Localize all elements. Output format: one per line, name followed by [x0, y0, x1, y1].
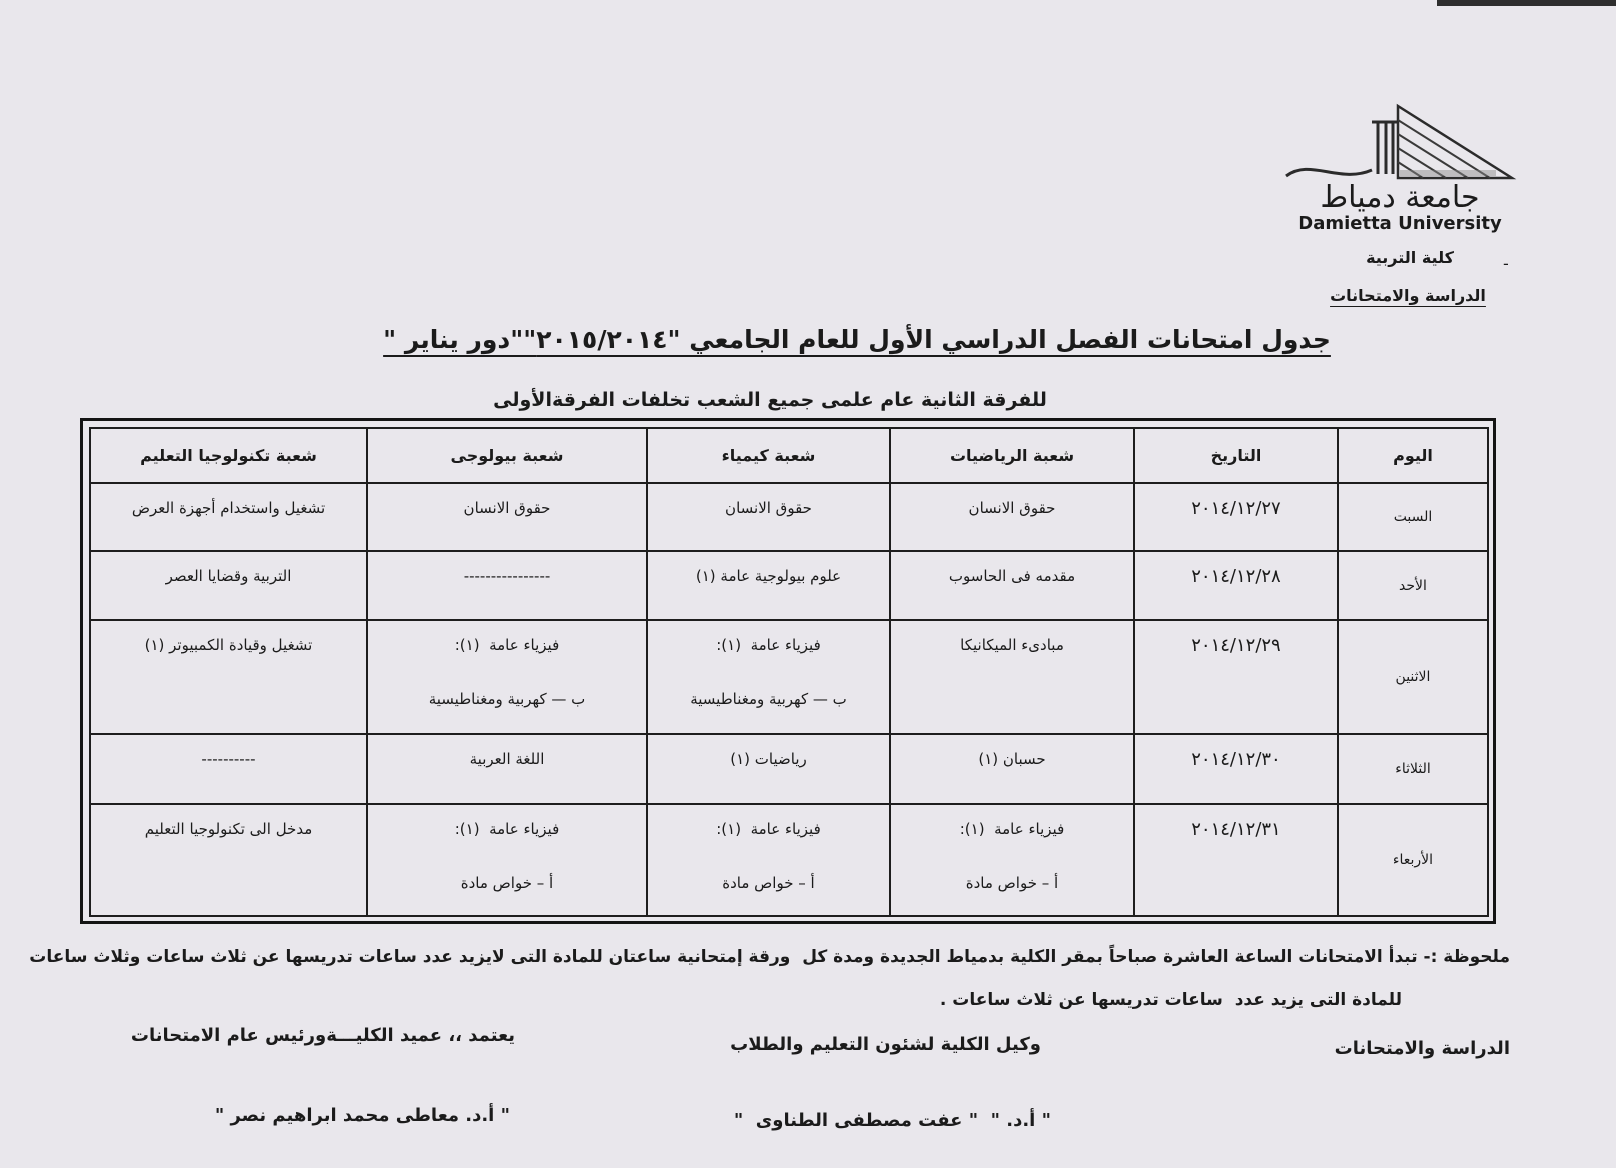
technology-subject: ----------	[201, 750, 256, 768]
chemistry-subject: علوم بيولوجية عامة (١)	[695, 567, 842, 585]
biology-cell	[367, 734, 647, 804]
column-header-chemistry: شعبة كيمياء	[647, 428, 890, 483]
chemistry-subject-part: أ – خواص مادة	[722, 874, 815, 892]
table-header-row	[90, 428, 1488, 483]
schedule-table-frame	[80, 418, 1496, 924]
table-row	[90, 804, 1488, 916]
day-cell	[1338, 551, 1488, 620]
date-label: ٢٠١٤/١٢/٢٩	[1191, 635, 1281, 656]
day-label: الأحد	[1399, 577, 1427, 594]
math-subject: مبادىء الميكانيكا	[960, 636, 1064, 654]
column-header-date: التاريخ	[1134, 428, 1338, 483]
table-row	[90, 483, 1488, 551]
technology-cell	[90, 804, 367, 916]
note-line-2: للمادة التى يزيد عدد ساعات تدريسها عن ثلاث ساعات .	[939, 990, 1402, 1010]
chemistry-cell	[647, 551, 890, 620]
faculty-name: كلية التربية	[1366, 248, 1454, 267]
column-header-technology: شعبة تكنولوجيا التعليم	[90, 428, 367, 483]
day-label: السبت	[1393, 509, 1433, 525]
day-label: الأربعاء	[1392, 852, 1434, 868]
biology-subject: ----------------	[463, 567, 551, 585]
math-subject: حسبان (١)	[978, 750, 1046, 768]
technology-cell	[90, 483, 367, 551]
biology-subject: حقوق الانسان	[463, 499, 551, 517]
math-subject: فيزياء عامة (١):	[959, 820, 1065, 838]
chemistry-cell	[647, 734, 890, 804]
pyramid-logo-icon	[1280, 100, 1520, 184]
signature-vice-dean-name: " أ.د. " " عفت مصطفى الطناوى "	[733, 1110, 1051, 1131]
table-row	[90, 551, 1488, 620]
date-label: ٢٠١٤/١٢/٢٨	[1191, 566, 1281, 587]
chemistry-subject: فيزياء عامة (١):	[716, 636, 821, 654]
page-title: جدول امتحانات الفصل الدراسي الأول للعام الجامعي "٢٠١٥/٢٠١٤""دور يناير "	[383, 325, 1331, 354]
biology-cell	[367, 804, 647, 916]
page-subtitle: للفرقة الثانية عام علمى جميع الشعب تخلفات الفرقةالأولى	[493, 389, 1047, 411]
chemistry-subject: فيزياء عامة (١):	[716, 820, 821, 838]
signature-vice-dean-title: وكيل الكلية لشئون التعليم والطلاب	[730, 1034, 1041, 1055]
biology-cell	[367, 551, 647, 620]
biology-subject: فيزياء عامة (١):	[454, 820, 560, 838]
biology-subject: فيزياء عامة (١):	[454, 636, 560, 654]
technology-subject: تشغيل واستخدام أجهزة العرض	[131, 499, 326, 517]
math-subject: حقوق الانسان	[968, 499, 1056, 517]
day-cell	[1338, 620, 1488, 734]
day-label: الثلاثاء	[1395, 761, 1431, 777]
date-cell	[1134, 734, 1338, 804]
table-row	[90, 620, 1488, 734]
signature-studies-exams: الدراسة والامتحانات	[1334, 1038, 1510, 1059]
chemistry-cell	[647, 620, 890, 734]
university-logo	[1280, 100, 1520, 240]
note-line-1: ملحوظة :- تبدأ الامتحانات الساعة العاشرة صباحاً بمقر الكلية بدمياط الجديدة ومدة كل ورقة إمتحانية ساعتان للمادة التى لايزيد عدد ساعات تدريسها عن ثلاث ساعات وثلاث ساعات	[29, 947, 1510, 967]
chemistry-subject: حقوق الانسان	[725, 499, 812, 517]
technology-subject: مدخل الى تكنولوجيا التعليم	[144, 820, 313, 838]
date-label: ٢٠١٤/١٢/٣١	[1191, 819, 1281, 840]
math-cell	[890, 483, 1134, 551]
date-cell	[1134, 620, 1338, 734]
stray-dash: -	[1503, 254, 1509, 273]
day-cell	[1338, 804, 1488, 916]
date-cell	[1134, 483, 1338, 551]
biology-subject-part: أ – خواص مادة	[460, 874, 554, 892]
logo-arabic-name: جامعة دمياط	[1320, 180, 1480, 215]
signature-dean-title: يعتمد ،، عميد الكليـــةورئيس عام الامتحانات	[130, 1025, 515, 1046]
biology-subject: اللغة العربية	[469, 750, 545, 768]
table-row	[90, 734, 1488, 804]
scan-edge	[1437, 0, 1616, 6]
column-header-biology: شعبة بيولوجى	[367, 428, 647, 483]
department-name: الدراسة والامتحانات	[1330, 286, 1486, 305]
technology-cell	[90, 620, 367, 734]
math-subject: مقدمه فى الحاسوب	[948, 567, 1076, 585]
biology-cell	[367, 620, 647, 734]
date-label: ٢٠١٤/١٢/٣٠	[1191, 749, 1281, 770]
technology-subject: تشغيل وقيادة الكمبيوتر (١)	[144, 636, 313, 654]
column-header-math: شعبة الرياضيات	[890, 428, 1134, 483]
math-cell	[890, 620, 1134, 734]
chemistry-subject: رياضيات (١)	[730, 750, 807, 768]
date-label: ٢٠١٤/١٢/٢٧	[1191, 498, 1281, 519]
math-cell	[890, 551, 1134, 620]
technology-cell	[90, 551, 367, 620]
biology-subject-part: ب — كهربية ومغناطيسية	[428, 690, 586, 708]
math-subject-part: أ – خواص مادة	[965, 874, 1059, 892]
math-cell	[890, 804, 1134, 916]
biology-cell	[367, 483, 647, 551]
schedule-table	[89, 427, 1489, 917]
signature-dean-name: " أ.د. معاطى محمد ابراهيم نصر "	[214, 1105, 510, 1126]
chemistry-cell	[647, 483, 890, 551]
technology-subject: التربية وقضايا العصر	[165, 567, 292, 585]
day-cell	[1338, 483, 1488, 551]
technology-cell	[90, 734, 367, 804]
logo-english-name: Damietta University	[1298, 213, 1502, 234]
chemistry-cell	[647, 804, 890, 916]
math-cell	[890, 734, 1134, 804]
date-cell	[1134, 804, 1338, 916]
column-header-day: اليوم	[1338, 428, 1488, 483]
chemistry-subject-part: ب — كهربية ومغناطيسية	[690, 690, 847, 708]
day-cell	[1338, 734, 1488, 804]
day-label: الاثنين	[1395, 669, 1431, 685]
date-cell	[1134, 551, 1338, 620]
